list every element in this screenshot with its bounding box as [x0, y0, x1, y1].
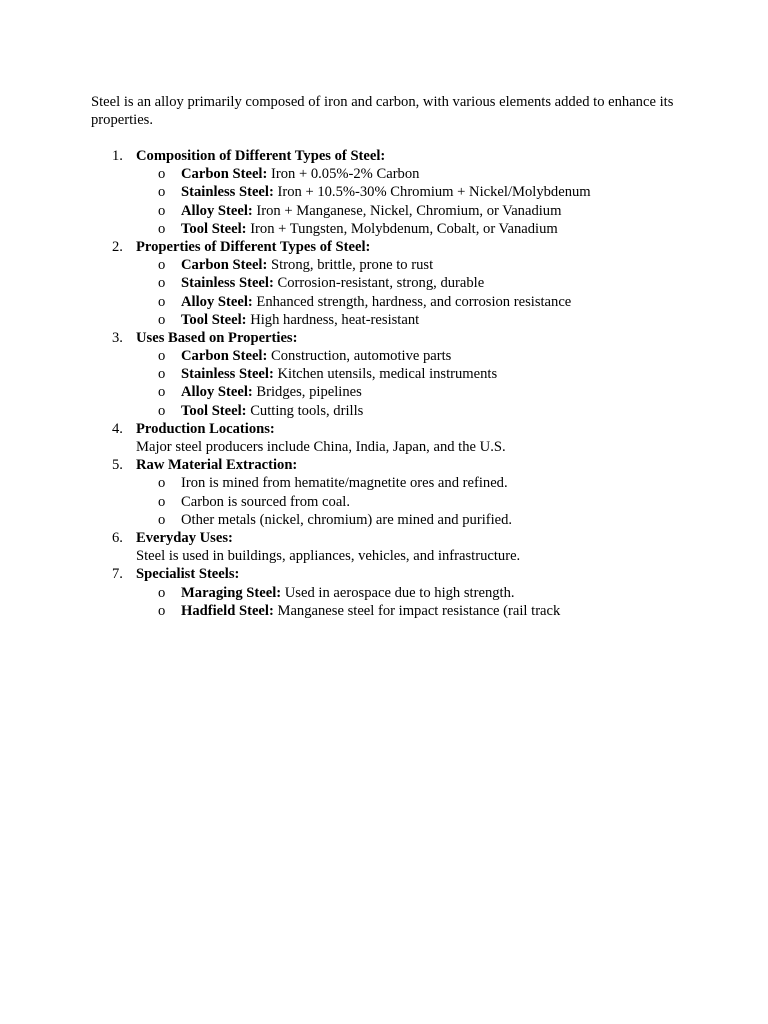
section-title: Specialist Steels: [136, 566, 240, 583]
outline-section [0, 529, 768, 565]
circle-bullet-icon: o [158, 402, 166, 419]
sub-list-item [0, 365, 768, 383]
outline-section [0, 420, 768, 456]
circle-bullet-icon: o [158, 202, 166, 219]
sub-list-item [0, 511, 768, 529]
section-heading [0, 329, 768, 347]
sub-item-label: Hadfield Steel: [181, 602, 274, 619]
section-heading [0, 147, 768, 165]
sub-item-label: Tool Steel: [181, 311, 247, 328]
sub-list-item [0, 493, 768, 511]
section-number: 5. [112, 457, 123, 474]
sub-list-item [0, 256, 768, 274]
circle-bullet-icon: o [158, 275, 166, 292]
sub-list-item [0, 311, 768, 329]
sub-item-text: Carbon is sourced from coal. [181, 493, 350, 510]
sub-item-text: Iron + 10.5%-30% Chromium + Nickel/Molybdenum [273, 184, 591, 201]
sub-item-text: High hardness, heat-resistant [246, 311, 420, 328]
sub-item-text: Cutting tools, drills [246, 402, 364, 419]
sub-item-list [0, 474, 768, 529]
circle-bullet-icon: o [158, 584, 166, 601]
sub-item-list [0, 256, 768, 329]
circle-bullet-icon: o [158, 220, 166, 237]
sub-list-item [0, 293, 768, 311]
sub-item-text: Other metals (nickel, chromium) are mined and purified. [181, 511, 513, 528]
section-number: 1. [112, 148, 123, 164]
sub-item-text: Enhanced strength, hardness, and corrosion resistance [252, 293, 572, 310]
section-title: Properties of Different Types of Steel: [136, 238, 371, 255]
sub-item-label: Alloy Steel: [181, 384, 253, 401]
sub-item-label: Alloy Steel: [181, 202, 253, 219]
sub-item-label: Carbon Steel: [181, 348, 268, 365]
sub-item-list [0, 165, 768, 238]
section-title: Composition of Different Types of Steel: [136, 148, 386, 164]
circle-bullet-icon: o [158, 166, 166, 183]
sub-list-item [0, 474, 768, 492]
sub-item-text: Used in aerospace due to high strength. [281, 584, 515, 601]
circle-bullet-icon: o [158, 293, 166, 310]
section-title: Raw Material Extraction: [136, 457, 298, 474]
sub-item-label: Alloy Steel: [181, 293, 253, 310]
section-number: 4. [112, 420, 123, 437]
circle-bullet-icon: o [158, 184, 166, 201]
sub-list-item [0, 202, 768, 220]
section-heading [0, 529, 768, 547]
sub-item-text: Corrosion-resistant, strong, durable [273, 275, 485, 292]
section-heading [0, 420, 768, 438]
sub-list-item [0, 183, 768, 201]
section-number: 2. [112, 238, 123, 255]
circle-bullet-icon: o [158, 475, 166, 492]
circle-bullet-icon: o [158, 384, 166, 401]
sub-item-label: Stainless Steel: [181, 366, 274, 383]
sub-item-text: Construction, automotive parts [267, 348, 452, 365]
sub-item-text: Kitchen utensils, medical instruments [273, 366, 498, 383]
outline-section [0, 147, 768, 238]
sub-item-list [0, 584, 768, 620]
sub-item-label: Tool Steel: [181, 220, 247, 237]
section-body-text: Major steel producers include China, India, Japan, and the U.S. [136, 439, 506, 455]
section-heading [0, 238, 768, 256]
sub-item-text: Strong, brittle, prone to rust [267, 257, 434, 274]
section-heading [0, 456, 768, 474]
sub-item-label: Carbon Steel: [181, 166, 268, 183]
section-title: Uses Based on Properties: [136, 329, 298, 346]
section-title: Production Locations: [136, 420, 275, 437]
section-heading [0, 565, 768, 583]
section-body-text: Steel is used in buildings, appliances, vehicles, and infrastructure. [136, 548, 521, 565]
sub-item-label: Stainless Steel: [181, 184, 274, 201]
sub-item-list [0, 347, 768, 420]
sub-list-item [0, 165, 768, 183]
circle-bullet-icon: o [158, 511, 166, 528]
circle-bullet-icon: o [158, 257, 166, 274]
sub-item-label: Tool Steel: [181, 402, 247, 419]
sub-item-text: Bridges, pipelines [252, 384, 362, 401]
sub-item-text: Manganese steel for impact resistance (rail track [273, 602, 561, 619]
sub-list-item [0, 347, 768, 365]
circle-bullet-icon: o [158, 311, 166, 328]
circle-bullet-icon: o [158, 493, 166, 510]
sub-list-item [0, 402, 768, 420]
outline-section [0, 456, 768, 529]
sub-list-item [0, 383, 768, 401]
outline-section [0, 329, 768, 420]
sub-item-text: Iron + Tungsten, Molybdenum, Cobalt, or Vanadium [246, 220, 558, 237]
sub-list-item [0, 274, 768, 292]
section-number: 3. [112, 329, 123, 346]
sub-item-label: Maraging Steel: [181, 584, 282, 601]
sub-item-text: Iron + Manganese, Nickel, Chromium, or Vanadium [252, 202, 562, 219]
circle-bullet-icon: o [158, 366, 166, 383]
sub-item-text: Iron is mined from hematite/magnetite ores and refined. [181, 475, 508, 492]
sub-list-item [0, 220, 768, 238]
circle-bullet-icon: o [158, 348, 166, 365]
sub-item-label: Stainless Steel: [181, 275, 274, 292]
sub-item-text: Iron + 0.05%-2% Carbon [267, 166, 420, 183]
steel-outline-list [0, 147, 768, 620]
sub-list-item [0, 602, 768, 620]
circle-bullet-icon: o [158, 602, 166, 619]
section-number: 6. [112, 529, 123, 546]
outline-section [0, 238, 768, 329]
section-title: Everyday Uses: [136, 529, 233, 546]
sub-item-label: Carbon Steel: [181, 257, 268, 274]
outline-section [0, 565, 768, 620]
intro-paragraph: Steel is an alloy primarily composed of iron and carbon, with various elements added to enhance its properties. [91, 94, 674, 129]
section-number: 7. [112, 566, 123, 583]
sub-list-item [0, 584, 768, 602]
